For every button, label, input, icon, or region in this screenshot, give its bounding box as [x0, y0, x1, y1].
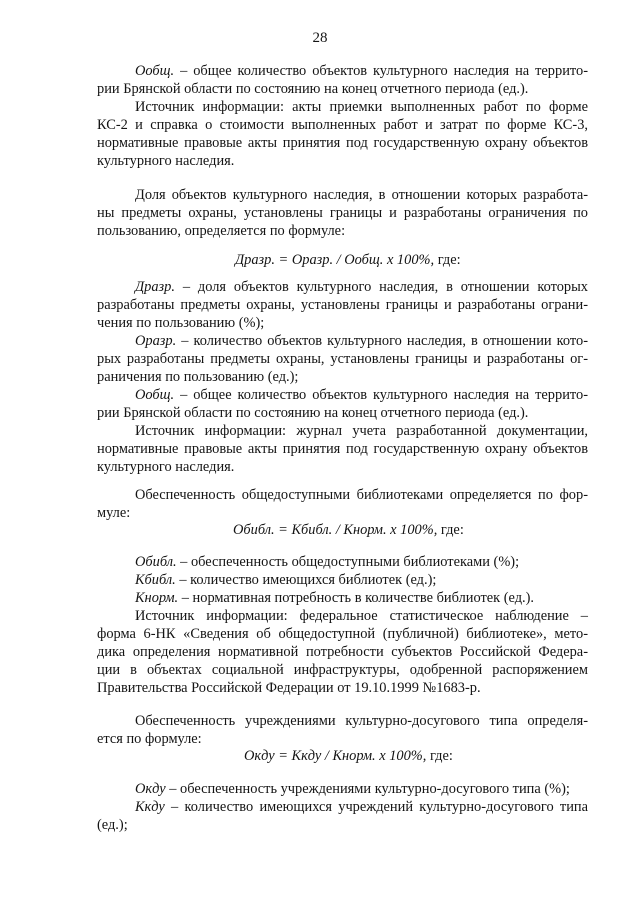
variable-term: Окду: [135, 781, 166, 797]
text-line: [135, 589, 588, 607]
line-text: раничения по пользованию (ед.);: [97, 369, 299, 385]
line-text: ции в объектах социальной инфраструктуры, одобренной распоряжением: [97, 662, 588, 678]
line-text: – обеспеченность учреждениями культурно-досугового типа (%);: [165, 781, 570, 797]
text-line: [135, 798, 588, 816]
line-text: где:: [434, 252, 461, 268]
variable-term: Кбибл.: [135, 572, 176, 588]
text-line: [97, 350, 588, 368]
text-line: [135, 62, 588, 80]
text-line: [135, 98, 588, 116]
line-text: нормативные правовые акты принятия под государственную охрану объектов: [97, 441, 588, 457]
line-text: Обеспеченность общедоступными библиотеками определяется по фор-: [135, 487, 588, 503]
line-text: культурного наследия.: [97, 459, 235, 475]
text-line: [135, 332, 588, 350]
line-text: – общее количество объектов культурного наследия на террито-: [174, 387, 588, 403]
text-line: [97, 116, 588, 134]
formula-expression: Окду = Ккду / Кнорм. х 100%,: [244, 748, 427, 764]
text-line: [97, 440, 588, 458]
text-line: [97, 152, 588, 170]
line-text: КС-2 и справка о стоимости выполненных работ и затрат по форме КС-3,: [97, 117, 588, 133]
text-line: [135, 278, 588, 296]
line-text: ны предметы охраны, установлены границы и разработаны ограничения по: [97, 205, 588, 221]
variable-term: Ккду: [135, 799, 165, 815]
formula-expression: Дразр. = Оразр. / Ообщ. х 100%,: [235, 252, 435, 268]
text-line: [135, 386, 588, 404]
text-line: [135, 780, 588, 798]
line-text: культурного наследия.: [97, 153, 235, 169]
formula-expression: Обибл. = Кбибл. / Кнорм. х 100%,: [233, 522, 438, 538]
formula-line: [235, 251, 461, 269]
text-line: [135, 553, 588, 571]
line-text: Доля объектов культурного наследия, в отношении которых разработа-: [135, 187, 588, 203]
text-line: [135, 571, 588, 589]
text-line: [97, 80, 588, 98]
variable-term: Обибл.: [135, 554, 177, 570]
line-text: разработаны предметы охраны, установлены границы и разработаны ограни-: [97, 297, 588, 313]
text-line: [97, 504, 588, 522]
text-line: [97, 661, 588, 679]
line-text: форма 6-НК «Сведения об общедоступной (публичной) библиотеке», мето-: [97, 626, 588, 642]
line-text: пользованию, определяется по формуле:: [97, 223, 346, 239]
text-line: [97, 222, 588, 240]
formula-line: [244, 747, 453, 765]
line-text: – обеспеченность общедоступными библиотеками (%);: [176, 554, 520, 570]
line-text: Обеспеченность учреждениями культурно-досугового типа определя-: [135, 713, 588, 729]
line-text: Правительства Российской Федерации от 19.10.1999 №1683-р.: [97, 680, 481, 696]
line-text: дика определения нормативной потребности субъектов Российской Федера-: [97, 644, 588, 660]
text-line: [97, 314, 588, 332]
text-line: [135, 186, 588, 204]
line-text: (ед.);: [97, 817, 128, 833]
text-line: [97, 458, 588, 476]
formula-line: [233, 521, 464, 539]
text-line: [97, 730, 588, 748]
line-text: – количество имеющихся библиотек (ед.);: [175, 572, 437, 588]
line-text: муле:: [97, 505, 131, 521]
line-text: чения по пользованию (%);: [97, 315, 265, 331]
text-line: [97, 134, 588, 152]
line-text: нормативные правовые акты принятия под государственную охрану объектов: [97, 135, 588, 151]
text-line: [97, 679, 588, 697]
text-line: [135, 486, 588, 504]
text-line: [135, 607, 588, 625]
page-number: 28: [312, 30, 328, 46]
variable-term: Дразр.: [135, 279, 175, 295]
text-line: [97, 404, 588, 422]
line-text: – общее количество объектов культурного наследия на террито-: [174, 63, 588, 79]
line-text: ется по формуле:: [97, 731, 202, 747]
variable-term: Ообщ.: [135, 387, 175, 403]
text-line: [97, 204, 588, 222]
variable-term: Ообщ.: [135, 63, 175, 79]
line-text: рии Брянской области по состоянию на конец отчетного периода (ед.).: [97, 81, 529, 97]
line-text: – количество имеющихся учреждений культурно-досугового типа: [164, 799, 588, 815]
line-text: – количество объектов культурного наследия, в отношении кото-: [176, 333, 588, 349]
text-line: [97, 625, 588, 643]
line-text: Источник информации: журнал учета разработанной документации,: [135, 423, 588, 439]
line-text: Источник информации: федеральное статистическое наблюдение –: [135, 608, 588, 624]
line-text: рых разработаны предметы охраны, установлены границы и разработаны ог-: [97, 351, 588, 367]
line-text: Источник информации: акты приемки выполненных работ по форме: [135, 99, 588, 115]
text-line: [97, 816, 588, 834]
line-text: – нормативная потребность в количестве библиотек (ед.).: [178, 590, 535, 606]
variable-term: Кнорм.: [135, 590, 179, 606]
line-text: рии Брянской области по состоянию на конец отчетного периода (ед.).: [97, 405, 529, 421]
text-line: [135, 712, 588, 730]
line-text: где:: [426, 748, 453, 764]
line-text: где:: [437, 522, 464, 538]
text-line: [97, 643, 588, 661]
line-text: – доля объектов культурного наследия, в отношении которых: [174, 279, 588, 295]
text-line: [97, 368, 588, 386]
text-line: [97, 296, 588, 314]
variable-term: Оразр.: [135, 333, 177, 349]
text-line: [135, 422, 588, 440]
